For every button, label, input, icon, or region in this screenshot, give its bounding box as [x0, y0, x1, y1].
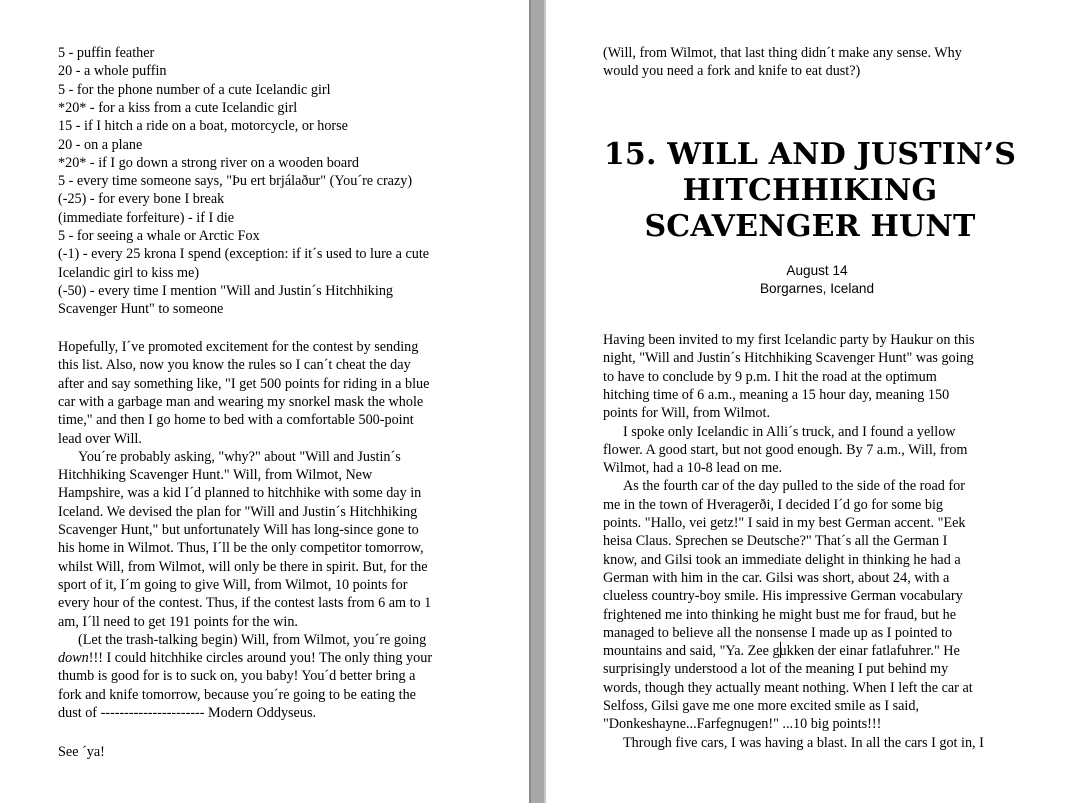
body-line-text: ukken der einar fatlafuhrer." He — [779, 643, 960, 660]
chapter-location: Borgarnes, Iceland — [759, 280, 875, 296]
body-line: night, "Will and Justin´s Hitchhiking Scavenger Hunt" was going — [603, 350, 974, 367]
body-line: time," and then I go home to bed with a comfortable 500-point — [58, 412, 414, 429]
body-line: flower. A good start, but not good enough. By 7 a.m., Will, from — [603, 441, 968, 458]
list-item: Scavenger Hunt" to someone — [58, 301, 224, 318]
list-item: *20* - if I go down a strong river on a wooden board — [58, 154, 360, 171]
list-item: (immediate forfeiture) - if I die — [58, 209, 235, 226]
body-line: clueless country-boy smile. His impressive German vocabulary — [603, 588, 963, 605]
body-line: As the fourth car of the day pulled to the side of the road for — [623, 478, 965, 495]
body-line: Hopefully, I´ve promoted excitement for the contest by sending — [58, 339, 419, 355]
chapter-title-line: HITCHHIKING — [682, 173, 938, 208]
body-line — [603, 642, 960, 660]
list-item: Icelandic girl to kiss me) — [58, 264, 200, 281]
body-line-text: mountains and said, "Ya. Zee g — [603, 643, 780, 660]
left-page — [0, 0, 529, 803]
page-gutter — [529, 0, 546, 803]
body-line: "Donkeshayne...Farfegnugen!" ...10 big points!!! — [603, 716, 882, 733]
body-line: Iceland. We devised the plan for "Will and Justin´s Hitchhiking — [58, 503, 418, 520]
body-line: I spoke only Icelandic in Alli´s truck, and I found a yellow — [623, 423, 956, 440]
body-line: frightened me into thinking he might bust me for fraud, but he — [603, 606, 957, 623]
body-line: after and say something like, "I get 500 points for riding in a blue — [58, 375, 430, 392]
list-item: 5 - for the phone number of a cute Icelandic girl — [58, 81, 331, 98]
body-line: German with him in the car. Gilsi was short, about 24, with a — [603, 569, 950, 586]
body-line: this list. Also, now you know the rules so I can´t cheat the day — [58, 357, 411, 374]
body-line: Wilmot, had a 10-8 lead on me. — [603, 460, 783, 477]
body-line: Having been invited to my first Icelandic party by Haukur on this — [603, 332, 975, 348]
list-item: (-50) - every time I mention "Will and Justin´s Hitchhiking — [58, 282, 394, 299]
list-item: 5 - puffin feather — [58, 45, 155, 61]
body-line: Hampshire, was a kid I´d planned to hitchhike with some day in — [58, 485, 422, 502]
chapter-date: August 14 — [786, 263, 848, 278]
body-line: thumb is good for is to suck on, you baby! You´d better bring a — [58, 668, 416, 685]
body-line: words, though they actually meant nothing. When I left the car at — [603, 679, 973, 696]
list-item: (-25) - for every bone I break — [58, 191, 225, 208]
body-line: points for Will, from Wilmot. — [603, 405, 770, 422]
body-line: dust of ---------------------- Modern Oddyseus. — [58, 705, 317, 721]
signoff: See ´ya! — [58, 744, 105, 760]
body-line: his home in Wilmot. Thus, I´ll be the only competitor tomorrow, — [58, 540, 424, 557]
list-item: 5 - for seeing a whale or Arctic Fox — [58, 228, 260, 244]
body-line: You´re probably asking, "why?" about "Will and Justin´s — [78, 448, 401, 465]
list-item: *20* - for a kiss from a cute Icelandic girl — [58, 99, 298, 116]
chapter-title-line: SCAVENGER HUNT — [644, 209, 976, 244]
body-line: sport of it, I´m going to give Will, from Wilmot, 10 points for — [58, 576, 408, 593]
body-line: lead over Will. — [58, 430, 142, 447]
body-line: me in the town of Hveragerði, I decided I´d go for some big — [603, 496, 944, 513]
body-line: (Let the trash-talking begin) Will, from Wilmot, you´re going — [78, 631, 427, 648]
carryover-line: would you need a fork and knife to eat dust?) — [603, 63, 861, 80]
body-line: Through five cars, I was having a blast. In all the cars I got in, I — [623, 734, 984, 751]
list-item: 5 - every time someone says, "Þu ert brjálaður" (You´re crazy) — [58, 173, 413, 190]
list-item: 20 - a whole puffin — [58, 63, 167, 80]
body-line: car with a garbage man and wearing my snorkel mask the whole — [58, 393, 424, 410]
body-line: Hitchhiking Scavenger Hunt." Will, from Wilmot, New — [58, 467, 373, 484]
body-line: to have to conclude by 9 p.m. I hit the road at the optimum — [603, 368, 937, 385]
body-line: fork and knife tomorrow, because you´re going to be eating the — [58, 686, 416, 703]
body-line: hitching time of 6 a.m., meaning a 15 hour day, meaning 150 — [603, 386, 950, 403]
carryover-line: (Will, from Wilmot, that last thing didn´t make any sense. Why — [603, 45, 962, 61]
body-line-text: !!! I could hitchhike circles around you! The only thing your — [88, 650, 433, 667]
body-line: surprisingly understood a lot of the meaning I put behind my — [603, 661, 949, 678]
body-line: whilst Will, from Wilmot, will only be there in spirit. But, for the — [58, 558, 428, 575]
body-line: Selfoss, Gilsi gave me one more excited smile as I said, — [603, 698, 919, 714]
body-line: heisa Claus. Sprechen se Deutsche?" That´s all the German I — [603, 533, 948, 550]
body-line: am, I´ll need to get 191 points for the win. — [58, 613, 298, 630]
list-item: 20 - on a plane — [58, 136, 143, 153]
chapter-title-line: 15. WILL AND JUSTIN’S — [603, 137, 1017, 172]
body-line: know, and Gilsi took an immediate delight in thinking he had a — [603, 551, 961, 568]
emphasis-word: down — [58, 650, 89, 667]
list-item: (-1) - every 25 krona I spend (exception: if it´s used to lure a cute — [58, 246, 430, 263]
right-page — [546, 0, 1074, 803]
body-line — [58, 649, 432, 667]
list-item: 15 - if I hitch a ride on a boat, motorcycle, or horse — [58, 118, 348, 135]
body-line: points. "Hallo, vei getz!" I said in my best German accent. "Eek — [603, 515, 966, 531]
body-line: Scavenger Hunt," but unfortunately Will has long-since gone to — [58, 522, 419, 538]
body-line: every hour of the contest. Thus, if the contest lasts from 6 am to 1 — [58, 595, 432, 612]
body-line: managed to believe all the nonsense I made up as I pointed to — [603, 624, 953, 641]
